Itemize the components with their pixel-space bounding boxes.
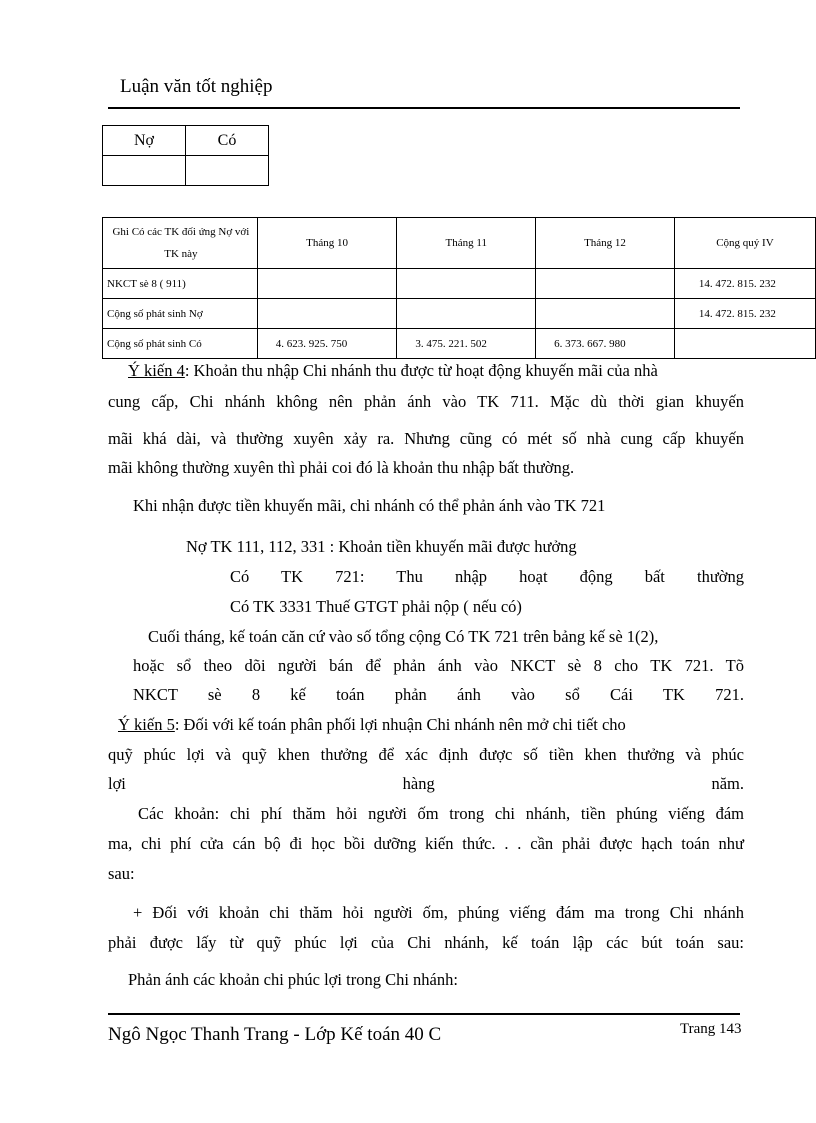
reflect-line: Phản ánh các khoản chi phúc lợi trong Chi nhánh:: [128, 970, 458, 989]
quarter-header: Cộng quý IV: [674, 218, 815, 269]
table-row: [103, 329, 816, 359]
opinion5-line1: [118, 715, 626, 735]
row-label: Cộng số phát sinh Có: [103, 329, 258, 359]
entry-debit: Nợ TK 111, 112, 331 : Khoản tiền khuyến mãi được hưởng: [186, 537, 577, 556]
opinion5-text: : Đối với kế toán phân phối lợi nhuận Chi nhánh nên mở chi tiết cho: [174, 715, 626, 734]
ledger-table: [102, 217, 816, 359]
items-line3: sau:: [108, 864, 135, 883]
row-quarter: 14. 472. 815. 232: [674, 299, 815, 329]
ledger-header-row: [103, 218, 816, 269]
opinion4-line2: cung cấp, Chi nhánh không nên phản ánh vào TK 711. Mặc dù thời gian khuyến: [108, 392, 744, 411]
row-quarter: 14. 472. 815. 232: [674, 269, 815, 299]
opinion4-line3: mãi khá dài, và thường xuyên xảy ra. Nhưng cũng có mét số nhà cung cấp khuyến: [108, 429, 744, 448]
opinion4-line4: mãi không thường xuyên thì phải coi đó là khoản thu nhập bất thường.: [108, 458, 575, 477]
row-label: Cộng số phát sinh Nợ: [103, 299, 258, 329]
sick-line1: + Đối với khoản chi thăm hỏi người ốm, phúng viếng đám ma trong Chi nhánh: [133, 903, 744, 922]
row-month11: [397, 299, 536, 329]
table-row: [103, 269, 816, 299]
row-month11: [397, 269, 536, 299]
header-divider: [108, 107, 740, 109]
month-end-line1: Cuối tháng, kế toán căn cứ vào số tổng cộng Có TK 721 trên bảng kế sè 1(2),: [148, 627, 659, 646]
page-number: Trang 143: [680, 1021, 742, 1037]
debit-header: Nợ: [103, 126, 186, 156]
debit-cell: [103, 156, 186, 186]
month12-header: Tháng 12: [536, 218, 675, 269]
opinion4-line1: [128, 361, 658, 381]
row-month10: 4. 623. 925. 750: [257, 329, 397, 359]
row-quarter: [674, 329, 815, 359]
footer-author: Ngô Ngọc Thanh Trang - Lớp Kế toán 40 C: [108, 1024, 442, 1045]
month-end-line2: hoặc sổ theo dõi người bán để phản ánh vào NKCT sè 8 cho TK 721. Tõ: [133, 656, 744, 675]
debit-credit-table: [102, 125, 269, 186]
opinion4-label: Ý kiến 4: [128, 361, 185, 380]
footer-divider: [108, 1013, 740, 1015]
receive-paragraph: Khi nhận được tiền khuyến mãi, chi nhánh có thể phản ánh vào TK 721: [133, 496, 606, 515]
entry-credit-2: Có TK 3331 Thuế GTGT phải nộp ( nếu có): [230, 597, 522, 616]
row-label: NKCT sè 8 ( 911): [103, 269, 258, 299]
month10-header: Tháng 10: [257, 218, 397, 269]
table-row: [103, 299, 816, 329]
page-header-title: Luận văn tốt nghiệp: [120, 76, 273, 97]
items-line2: ma, chi phí cửa cán bộ đi học bồi dưỡng kiến thức. . . cần phải được hạch toán như: [108, 834, 744, 853]
opinion5-line2: quỹ phúc lợi và quỹ khen thưởng để xác định được số tiền khen thưởng và phúc: [108, 745, 744, 764]
opinion5-line3: lợi hàng năm.: [108, 774, 744, 793]
row-month12: [536, 269, 675, 299]
account-column-header: Ghi Có các TK đối ứng Nợ với TK này: [103, 218, 258, 269]
credit-header: Có: [186, 126, 269, 156]
credit-cell: [186, 156, 269, 186]
row-month12: [536, 299, 675, 329]
sick-line2: phải được lấy từ quỹ phúc lợi của Chi nhánh, kế toán lập các bút toán sau:: [108, 933, 744, 952]
opinion5-label: Ý kiến 5: [118, 715, 175, 734]
row-month11: 3. 475. 221. 502: [397, 329, 536, 359]
row-month10: [257, 299, 397, 329]
opinion4-text: : Khoản thu nhập Chi nhánh thu được từ hoạt động khuyến mãi của nhà: [184, 361, 658, 380]
items-line1: Các khoản: chi phí thăm hỏi người ốm trong chi nhánh, tiền phúng viếng đám: [138, 804, 744, 823]
row-month10: [257, 269, 397, 299]
row-month12: 6. 373. 667. 980: [536, 329, 675, 359]
month11-header: Tháng 11: [397, 218, 536, 269]
month-end-line3: NKCT sè 8 kế toán phản ánh vào sổ Cái TK 721.: [133, 685, 744, 704]
entry-credit-1: Có TK 721: Thu nhập hoạt động bất thường: [230, 567, 744, 586]
